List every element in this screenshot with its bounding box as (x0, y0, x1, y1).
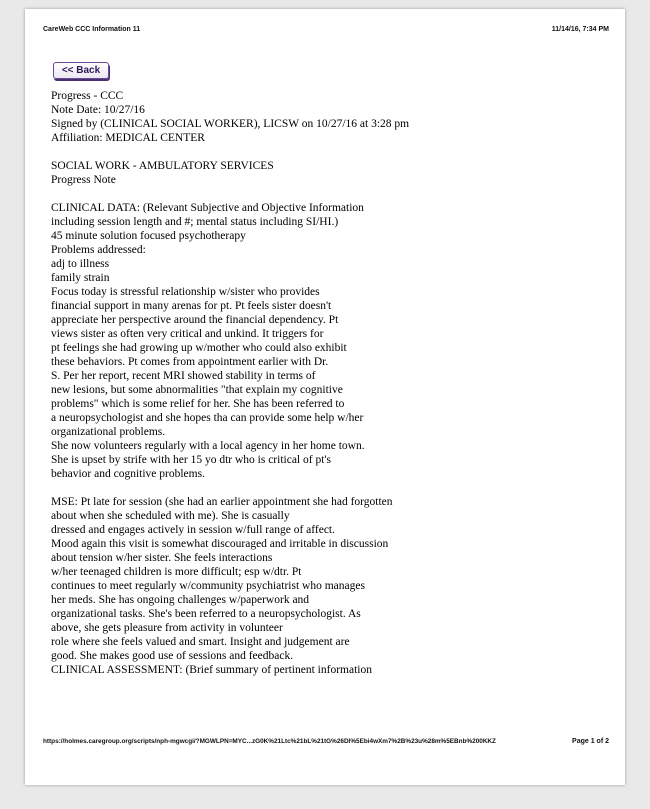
text-line: family strain (51, 272, 110, 284)
text-line: her meds. She has ongoing challenges w/paperwork and (51, 594, 310, 606)
text-line: continues to meet regularly w/community psychiatrist who manages (51, 580, 365, 592)
text-line: Signed by (CLINICAL SOCIAL WORKER), LICSW on 10/27/16 at 3:28 pm (51, 118, 410, 130)
footer-url: https://holmes.caregroup.org/scripts/nph-mgwcgi/?MGWLPN=MYC...zG0K%21Ltc%21bL%21tG%26DI%5Ebi4wXm7%2B%23u%28m%5EBnb%200KKZ (43, 738, 496, 745)
text-line: new lesions, but some abnormalities "that explain my cognitive (51, 384, 343, 396)
text-line: about tension w/her sister. She feels interactions (51, 552, 273, 564)
text-line: behavior and cognitive problems. (51, 468, 205, 480)
note-meta (51, 89, 471, 145)
text-line: She now volunteers regularly with a local agency in her home town. (51, 440, 365, 452)
text-line: financial support in many arenas for pt. Pt feels sister doesn't (51, 300, 332, 312)
text-line: CLINICAL ASSESSMENT: (Brief summary of pertinent information (51, 664, 372, 676)
text-line: dressed and engages actively in session w/full range of affect. (51, 524, 335, 536)
text-line: about when she scheduled with me). She is casually (51, 510, 290, 522)
text-line: w/her teenaged children is more difficult; esp w/dtr. Pt (51, 566, 302, 578)
text-line: Affiliation: MEDICAL CENTER (51, 132, 205, 144)
text-line: appreciate her perspective around the financial dependency. Pt (51, 314, 339, 326)
section-heading (51, 159, 471, 187)
text-line: Problems addressed: (51, 244, 146, 256)
footer-page-number: Page 1 of 2 (572, 738, 609, 745)
back-button[interactable]: << Back (53, 62, 109, 79)
text-line: good. She makes good use of sessions and feedback. (51, 650, 294, 662)
text-line: problems" which is some relief for her. She has been referred to (51, 398, 345, 410)
header-title: CareWeb CCC Information 11 (43, 26, 141, 33)
text-line: including session length and #; mental status including SI/HI.) (51, 216, 339, 228)
text-line: pt feelings she had growing up w/mother who could also exhibit (51, 342, 347, 354)
text-line: a neuropsychologist and she hopes tha can provide some help w/her (51, 412, 364, 424)
text-line: She is upset by strife with her 15 yo dtr who is critical of pt's (51, 454, 331, 466)
mse-section (51, 495, 471, 677)
text-line: above, she gets pleasure from activity in volunteer (51, 622, 283, 634)
text-line: these behaviors. Pt comes from appointment earlier with Dr. (51, 356, 329, 368)
text-line: CLINICAL DATA: (Relevant Subjective and Objective Information (51, 202, 364, 214)
text-line: Note Date: 10/27/16 (51, 104, 145, 116)
header-datetime: 11/14/16, 7:34 PM (551, 26, 609, 33)
text-line: 45 minute solution focused psychotherapy (51, 230, 246, 242)
text-line: organizational tasks. She's been referred to a neuropsychologist. As (51, 608, 361, 620)
text-line: MSE: Pt late for session (she had an earlier appointment she had forgotten (51, 496, 393, 508)
text-line: views sister as often very critical and unkind. It triggers for (51, 328, 324, 340)
text-line: Progress Note (51, 174, 116, 186)
clinical-data-section (51, 201, 471, 481)
text-line: Focus today is stressful relationship w/sister who provides (51, 286, 320, 298)
text-line: Mood again this visit is somewhat discouraged and irritable in discussion (51, 538, 389, 550)
text-line: SOCIAL WORK - AMBULATORY SERVICES (51, 160, 274, 172)
text-line: adj to illness (51, 258, 110, 270)
text-line: role where she feels valued and smart. Insight and judgement are (51, 636, 350, 648)
text-line: S. Per her report, recent MRI showed stability in terms of (51, 370, 316, 382)
text-line: Progress - CCC (51, 90, 124, 102)
note-document (51, 89, 471, 677)
text-line: organizational problems. (51, 426, 166, 438)
print-page (25, 9, 625, 785)
